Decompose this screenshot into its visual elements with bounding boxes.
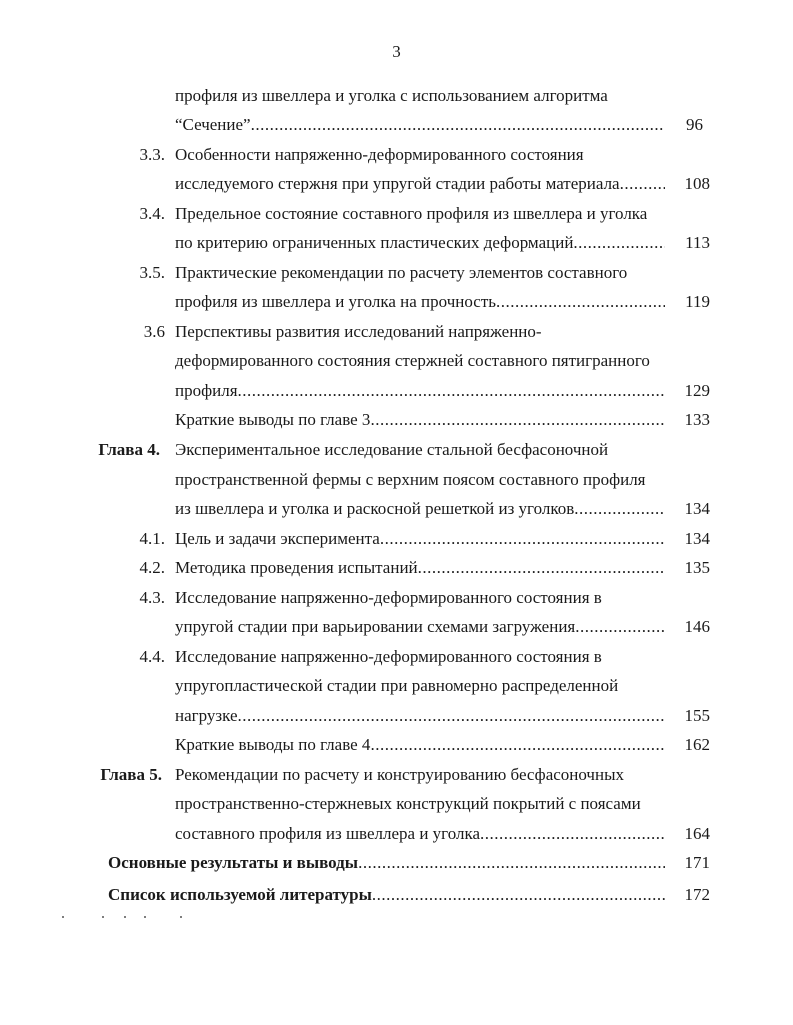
toc-page-number: 155 [684,706,710,725]
toc-page-number: 135 [684,558,710,577]
toc-entry-text: упругой стадии при варьировании схемами загружения ..... [175,615,665,639]
section-number: 3.3. [139,145,165,164]
leader-dots [251,113,665,137]
leader-dots [370,408,665,432]
leader-dots [496,290,665,314]
toc-page-number: 119 [685,292,710,311]
toc-entry-text: профиля ..... [175,379,665,403]
toc-entry-text: упругопластической стадии при равномерно распределенной [175,676,619,695]
leader-dots [238,704,666,728]
leader-dots [358,851,665,875]
leader-dots [238,379,665,403]
toc-entry-text: нагрузке ..... [175,704,665,728]
toc-line [0,202,793,226]
toc-page-number: 129 [684,381,710,400]
toc-line [0,408,793,432]
section-number: 4.4. [139,647,165,666]
toc-line [0,349,793,373]
toc-page-number: 162 [684,735,710,754]
leader-dots [575,615,665,639]
toc-entry-text: Исследование напряженно-деформированного состояния в [175,588,602,607]
toc-line [0,645,793,669]
toc-entry-text: Рекомендации по расчету и конструированию бесфасоночных [175,765,625,784]
toc-page-number: 96 [686,115,703,134]
toc-line [0,231,793,255]
leader-dots [480,822,665,846]
toc-page-number: 164 [684,824,710,843]
toc-page-number: 134 [684,529,710,548]
toc-line [0,883,793,907]
toc-line [0,379,793,403]
section-number: 3.4. [139,204,165,223]
toc-entry-text: Экспериментальное исследование стальной бесфасоночной [175,440,609,459]
toc-line [0,172,793,196]
toc-line [0,320,793,344]
toc-line [0,704,793,728]
toc-entry-text: Практические рекомендации по расчету элементов составного [175,263,628,282]
toc-entry-text: Краткие выводы по главе 4 ..... [175,733,665,757]
chapter-label: Глава 4. [98,440,160,459]
toc-page-number: 133 [684,410,710,429]
toc-line [0,822,793,846]
scan-artifact [62,914,192,920]
leader-dots [372,883,665,907]
toc-entry-text: пространственной фермы с верхним поясом составного профиля [175,470,646,489]
toc-line [0,468,793,492]
leader-dots [573,231,665,255]
toc-entry-text: “Сечение” ..... [175,113,665,137]
toc-page-number: 171 [684,853,710,872]
chapter-label: Глава 5. [100,765,162,784]
toc-line [0,763,793,787]
page-number: 3 [392,42,401,61]
toc-page-number: 134 [684,499,710,518]
toc-line [0,527,793,551]
toc-entry-text: профиля из швеллера и уголка с использованием алгоритма [175,86,608,105]
toc-entry-text: Основные результаты и выводы ..... [108,851,665,875]
toc-entry-text: Цель и задачи эксперимента ..... [175,527,665,551]
toc-line [0,556,793,580]
toc-entry-text: пространственно-стержневых конструкций покрытий с поясами [175,794,641,813]
leader-dots [370,733,665,757]
toc-entry-text: исследуемого стержня при упругой стадии работы материала ..... [175,172,665,196]
toc-entry-text: по критерию ограниченных пластических деформаций ..... [175,231,665,255]
leader-dots [418,556,665,580]
toc-line [0,438,793,462]
toc-entry-text: профиля из швеллера и уголка на прочность ..... [175,290,665,314]
toc-page-number: 146 [684,617,710,636]
section-number: 3.6 [143,322,165,341]
toc-line [0,143,793,167]
toc-entry-text: Краткие выводы по главе 3 ..... [175,408,665,432]
toc-page-number: 108 [684,174,710,193]
leader-dots [620,172,665,196]
toc-line [0,113,793,137]
toc-line [0,290,793,314]
toc-page-number: 172 [684,885,710,904]
toc-entry-text: Список используемой литературы ..... [108,883,665,907]
toc-line [0,261,793,285]
toc-line [0,586,793,610]
toc-entry-text: из швеллера и уголка и раскосной решеткой из уголков ..... [175,497,665,521]
toc-line [0,497,793,521]
toc-entry-text: Особенности напряженно-деформированного состояния [175,145,584,164]
toc-line [0,792,793,816]
toc-line [0,84,793,108]
section-number: 4.1. [139,529,165,548]
toc-entry-text: Методика проведения испытаний ..... [175,556,665,580]
toc-entry-text: Исследование напряженно-деформированного состояния в [175,647,602,666]
toc-entry-text: Перспективы развития исследований напряженно- [175,322,542,341]
toc-entry-text: составного профиля из швеллера и уголка ..... [175,822,665,846]
toc-page-number: 113 [685,233,710,252]
toc-line [0,733,793,757]
toc-entry-text: деформированного состояния стержней составного пятигранного [175,351,650,370]
toc-line [0,674,793,698]
toc-line [0,851,793,875]
leader-dots [380,527,665,551]
section-number: 4.2. [139,558,165,577]
toc-entry-text: Предельное состояние составного профиля из швеллера и уголка [175,204,648,223]
section-number: 4.3. [139,588,165,607]
leader-dots [574,497,665,521]
section-number: 3.5. [139,263,165,282]
toc-line [0,615,793,639]
